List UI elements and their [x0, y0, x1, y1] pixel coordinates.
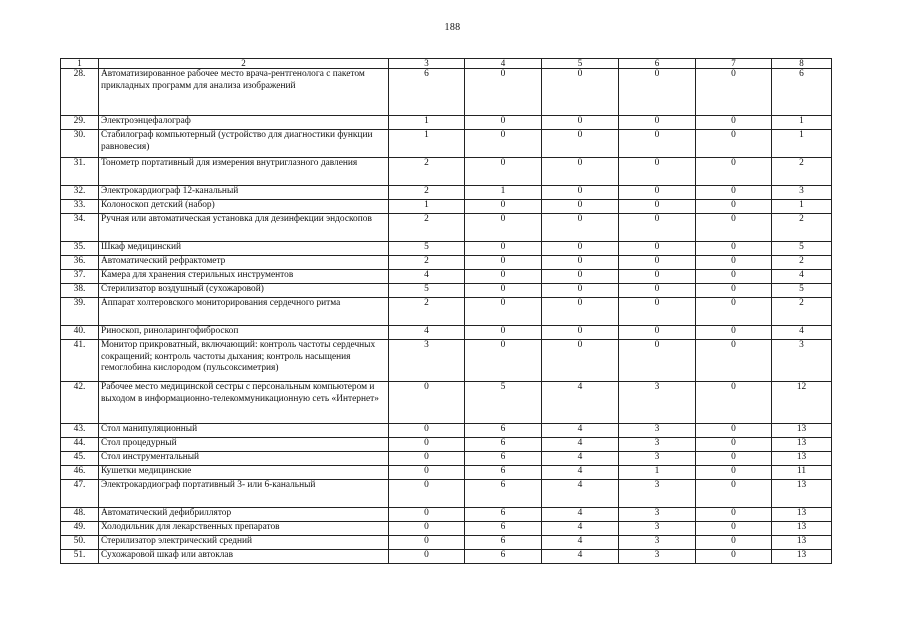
equipment-name: Стол инструментальный [99, 452, 389, 466]
equipment-name: Ручная или автоматическая установка для дезинфекции эндоскопов [99, 214, 389, 242]
column-header: 8 [772, 59, 832, 69]
quantity-cell: 1 [465, 186, 542, 200]
quantity-cell: 13 [772, 522, 832, 536]
quantity-cell: 4 [542, 536, 619, 550]
quantity-cell: 0 [542, 242, 619, 256]
equipment-name: Колоноскоп детский (набор) [99, 200, 389, 214]
table-row [61, 158, 832, 186]
quantity-cell: 0 [696, 284, 772, 298]
quantity-cell: 6 [465, 466, 542, 480]
quantity-cell: 13 [772, 424, 832, 438]
row-number: 51. [61, 550, 99, 564]
quantity-cell: 4 [542, 382, 619, 424]
equipment-name: Стол манипуляционный [99, 424, 389, 438]
quantity-cell: 4 [542, 466, 619, 480]
quantity-cell: 3 [619, 536, 696, 550]
quantity-cell: 0 [389, 382, 465, 424]
quantity-cell: 0 [696, 452, 772, 466]
row-number: 46. [61, 466, 99, 480]
quantity-cell: 0 [696, 186, 772, 200]
quantity-cell: 0 [389, 424, 465, 438]
table-row [61, 130, 832, 158]
table-row [61, 284, 832, 298]
quantity-cell: 0 [696, 424, 772, 438]
page-number: 188 [444, 22, 461, 33]
quantity-cell: 0 [465, 214, 542, 242]
quantity-cell: 0 [619, 326, 696, 340]
row-number: 39. [61, 298, 99, 326]
quantity-cell: 2 [389, 186, 465, 200]
table-row [61, 270, 832, 284]
quantity-cell: 2 [389, 214, 465, 242]
equipment-name: Тонометр портативный для измерения внутриглазного давления [99, 158, 389, 186]
equipment-name: Сухожаровой шкаф или автоклав [99, 550, 389, 564]
quantity-cell: 0 [696, 69, 772, 116]
quantity-cell: 0 [696, 298, 772, 326]
quantity-cell: 6 [465, 452, 542, 466]
equipment-name: Стерилизатор воздушный (сухожаровой) [99, 284, 389, 298]
quantity-cell: 4 [772, 326, 832, 340]
quantity-cell: 0 [696, 130, 772, 158]
quantity-cell: 0 [542, 284, 619, 298]
row-number: 38. [61, 284, 99, 298]
quantity-cell: 0 [619, 298, 696, 326]
quantity-cell: 0 [542, 200, 619, 214]
table-row [61, 480, 832, 508]
quantity-cell: 3 [619, 382, 696, 424]
quantity-cell: 1 [619, 466, 696, 480]
equipment-table [60, 58, 832, 564]
quantity-cell: 0 [619, 158, 696, 186]
quantity-cell: 0 [465, 298, 542, 326]
quantity-cell: 0 [696, 480, 772, 508]
table-row [61, 424, 832, 438]
table-row [61, 242, 832, 256]
table-body [61, 59, 832, 564]
quantity-cell: 0 [389, 522, 465, 536]
equipment-name: Автоматический дефибриллятор [99, 508, 389, 522]
row-number: 35. [61, 242, 99, 256]
equipment-name: Стабилограф компьютерный (устройство для диагностики функции равновесия) [99, 130, 389, 158]
quantity-cell: 6 [389, 69, 465, 116]
quantity-cell: 0 [465, 69, 542, 116]
quantity-cell: 6 [772, 69, 832, 116]
quantity-cell: 0 [696, 438, 772, 452]
quantity-cell: 3 [389, 340, 465, 382]
table-row [61, 186, 832, 200]
row-number: 47. [61, 480, 99, 508]
quantity-cell: 0 [696, 508, 772, 522]
table-row [61, 69, 832, 116]
quantity-cell: 6 [465, 550, 542, 564]
quantity-cell: 1 [772, 200, 832, 214]
quantity-cell: 0 [389, 508, 465, 522]
column-header: 6 [619, 59, 696, 69]
quantity-cell: 2 [772, 214, 832, 242]
quantity-cell: 0 [542, 214, 619, 242]
row-number: 48. [61, 508, 99, 522]
quantity-cell: 0 [542, 270, 619, 284]
equipment-name: Электрокардиограф портативный 3- или 6-канальный [99, 480, 389, 508]
quantity-cell: 4 [542, 522, 619, 536]
equipment-name: Камера для хранения стерильных инструментов [99, 270, 389, 284]
quantity-cell: 5 [389, 242, 465, 256]
quantity-cell: 2 [772, 256, 832, 270]
quantity-cell: 0 [619, 270, 696, 284]
quantity-cell: 0 [389, 536, 465, 550]
equipment-name: Стол процедурный [99, 438, 389, 452]
quantity-cell: 0 [619, 256, 696, 270]
quantity-cell: 0 [619, 69, 696, 116]
table-row [61, 326, 832, 340]
quantity-cell: 0 [619, 200, 696, 214]
quantity-cell: 0 [465, 256, 542, 270]
quantity-cell: 4 [542, 438, 619, 452]
quantity-cell: 2 [389, 298, 465, 326]
row-number: 43. [61, 424, 99, 438]
quantity-cell: 13 [772, 438, 832, 452]
row-number: 44. [61, 438, 99, 452]
quantity-cell: 0 [696, 242, 772, 256]
equipment-name: Шкаф медицинский [99, 242, 389, 256]
quantity-cell: 0 [465, 326, 542, 340]
quantity-cell: 6 [465, 536, 542, 550]
quantity-cell: 0 [696, 326, 772, 340]
quantity-cell: 0 [465, 340, 542, 382]
quantity-cell: 0 [696, 550, 772, 564]
quantity-cell: 0 [389, 480, 465, 508]
quantity-cell: 1 [389, 200, 465, 214]
quantity-cell: 0 [389, 550, 465, 564]
quantity-cell: 1 [772, 130, 832, 158]
quantity-cell: 4 [772, 270, 832, 284]
quantity-cell: 0 [696, 214, 772, 242]
quantity-cell: 0 [465, 200, 542, 214]
quantity-cell: 0 [542, 69, 619, 116]
quantity-cell: 0 [465, 270, 542, 284]
quantity-cell: 1 [389, 130, 465, 158]
quantity-cell: 3 [619, 452, 696, 466]
equipment-name: Электроэнцефалограф [99, 116, 389, 130]
quantity-cell: 0 [696, 116, 772, 130]
quantity-cell: 12 [772, 382, 832, 424]
quantity-cell: 1 [772, 116, 832, 130]
quantity-cell: 5 [772, 242, 832, 256]
row-number: 41. [61, 340, 99, 382]
row-number: 30. [61, 130, 99, 158]
quantity-cell: 4 [389, 270, 465, 284]
equipment-name: Автоматический рефрактометр [99, 256, 389, 270]
quantity-cell: 3 [619, 522, 696, 536]
quantity-cell: 0 [619, 130, 696, 158]
quantity-cell: 0 [696, 200, 772, 214]
equipment-name: Риноскоп, риноларингофиброскоп [99, 326, 389, 340]
row-number: 31. [61, 158, 99, 186]
quantity-cell: 13 [772, 480, 832, 508]
quantity-cell: 1 [389, 116, 465, 130]
table-row [61, 200, 832, 214]
column-header: 5 [542, 59, 619, 69]
table-row [61, 466, 832, 480]
row-number: 36. [61, 256, 99, 270]
quantity-cell: 0 [696, 158, 772, 186]
quantity-cell: 6 [465, 508, 542, 522]
quantity-cell: 6 [465, 424, 542, 438]
table-row [61, 340, 832, 382]
column-header: 2 [99, 59, 389, 69]
table-row [61, 438, 832, 452]
quantity-cell: 0 [696, 522, 772, 536]
quantity-cell: 3 [619, 480, 696, 508]
quantity-cell: 0 [619, 214, 696, 242]
row-number: 32. [61, 186, 99, 200]
quantity-cell: 4 [389, 326, 465, 340]
quantity-cell: 13 [772, 452, 832, 466]
quantity-cell: 0 [389, 466, 465, 480]
table-row [61, 256, 832, 270]
quantity-cell: 0 [389, 452, 465, 466]
equipment-name: Аппарат холтеровского мониторирования сердечного ритма [99, 298, 389, 326]
quantity-cell: 2 [772, 298, 832, 326]
row-number: 37. [61, 270, 99, 284]
table-row [61, 116, 832, 130]
quantity-cell: 0 [619, 284, 696, 298]
quantity-cell: 13 [772, 536, 832, 550]
row-number: 42. [61, 382, 99, 424]
quantity-cell: 2 [772, 158, 832, 186]
table-row [61, 298, 832, 326]
quantity-cell: 0 [465, 116, 542, 130]
quantity-cell: 0 [619, 340, 696, 382]
quantity-cell: 0 [542, 340, 619, 382]
table-row [61, 382, 832, 424]
column-header: 7 [696, 59, 772, 69]
quantity-cell: 3 [619, 424, 696, 438]
quantity-cell: 0 [542, 256, 619, 270]
equipment-name: Монитор прикроватный, включающий: контроль частоты сердечных сокращений; контроль частоты дыхания; контроль насыщения гемоглобина кислородом (пульсоксиметрия) [99, 340, 389, 382]
quantity-cell: 3 [772, 186, 832, 200]
row-number: 28. [61, 69, 99, 116]
table-row [61, 452, 832, 466]
quantity-cell: 4 [542, 452, 619, 466]
quantity-cell: 5 [389, 284, 465, 298]
column-header: 3 [389, 59, 465, 69]
quantity-cell: 0 [542, 326, 619, 340]
quantity-cell: 3 [772, 340, 832, 382]
quantity-cell: 4 [542, 480, 619, 508]
table-row [61, 522, 832, 536]
row-number: 33. [61, 200, 99, 214]
table-row [61, 508, 832, 522]
table-row [61, 536, 832, 550]
equipment-name: Кушетки медицинские [99, 466, 389, 480]
quantity-cell: 6 [465, 438, 542, 452]
quantity-cell: 0 [619, 116, 696, 130]
quantity-cell: 0 [389, 438, 465, 452]
row-number: 29. [61, 116, 99, 130]
quantity-cell: 2 [389, 256, 465, 270]
quantity-cell: 0 [696, 536, 772, 550]
quantity-cell: 0 [542, 158, 619, 186]
quantity-cell: 2 [389, 158, 465, 186]
row-number: 49. [61, 522, 99, 536]
quantity-cell: 6 [465, 522, 542, 536]
quantity-cell: 0 [465, 158, 542, 186]
quantity-cell: 6 [465, 480, 542, 508]
table-row [61, 214, 832, 242]
quantity-cell: 3 [619, 508, 696, 522]
quantity-cell: 5 [465, 382, 542, 424]
equipment-name: Стерилизатор электрический средний [99, 536, 389, 550]
table-row [61, 550, 832, 564]
quantity-cell: 0 [542, 298, 619, 326]
quantity-cell: 0 [542, 186, 619, 200]
equipment-name: Рабочее место медицинской сестры с персональным компьютером и выходом в информационно-телекоммуникационную сеть «Интернет» [99, 382, 389, 424]
quantity-cell: 13 [772, 550, 832, 564]
quantity-cell: 0 [696, 256, 772, 270]
quantity-cell: 4 [542, 550, 619, 564]
quantity-cell: 0 [696, 340, 772, 382]
row-number: 40. [61, 326, 99, 340]
quantity-cell: 5 [772, 284, 832, 298]
quantity-cell: 11 [772, 466, 832, 480]
quantity-cell: 4 [542, 424, 619, 438]
equipment-name: Автоматизированное рабочее место врача-рентгенолога с пакетом прикладных программ для анализа изображений [99, 69, 389, 116]
row-number: 45. [61, 452, 99, 466]
equipment-name: Холодильник для лекарственных препаратов [99, 522, 389, 536]
table-header-row [61, 59, 832, 69]
quantity-cell: 0 [696, 466, 772, 480]
equipment-name: Электрокардиограф 12-канальный [99, 186, 389, 200]
row-number: 50. [61, 536, 99, 550]
quantity-cell: 3 [619, 550, 696, 564]
quantity-cell: 0 [542, 130, 619, 158]
quantity-cell: 4 [542, 508, 619, 522]
quantity-cell: 0 [619, 242, 696, 256]
row-number: 34. [61, 214, 99, 242]
column-header: 1 [61, 59, 99, 69]
column-header: 4 [465, 59, 542, 69]
quantity-cell: 0 [465, 284, 542, 298]
quantity-cell: 0 [542, 116, 619, 130]
quantity-cell: 0 [465, 130, 542, 158]
quantity-cell: 0 [696, 382, 772, 424]
quantity-cell: 0 [619, 186, 696, 200]
quantity-cell: 3 [619, 438, 696, 452]
quantity-cell: 13 [772, 508, 832, 522]
quantity-cell: 0 [696, 270, 772, 284]
quantity-cell: 0 [465, 242, 542, 256]
